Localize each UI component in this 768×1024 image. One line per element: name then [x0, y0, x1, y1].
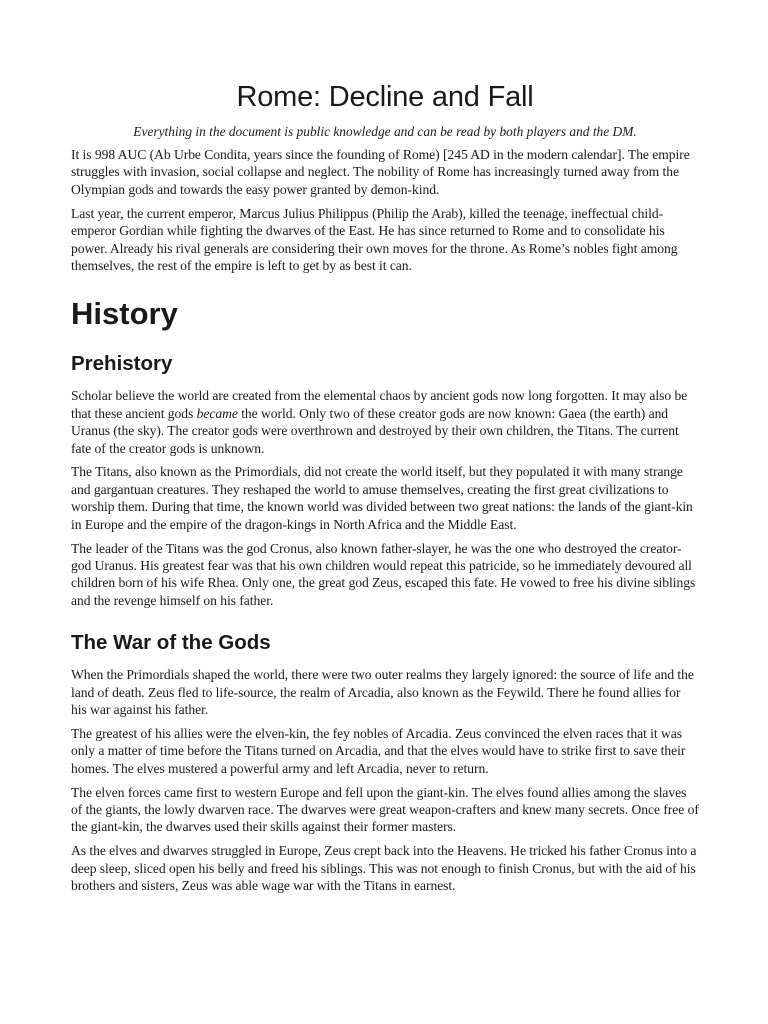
war-paragraph-4: As the elves and dwarves struggled in Europe, Zeus crept back into the Heavens. He tricked his father Cronus into a deep sleep, sliced open his belly and freed his siblings. This was not enough to finish Cronus, but with the aid of his brothers and sisters, Zeus was able wage war with the Titans in earnest. [71, 843, 697, 894]
prehistory-paragraph-1 [71, 387, 699, 457]
prehistory-paragraph-3: The leader of the Titans was the god Cronus, also known father-slayer, he was the one who destroyed the creator-god Uranus. His greatest fear was that his own children would repeat this patricide, so he immediately devoured all children born of his wife Rhea. Only one, the great god Zeus, escaped this fate. He vowed to free his divine siblings and the revenge himself on his father. [71, 540, 696, 608]
history-heading: History [71, 296, 178, 332]
prehistory-p1-text-b: the world. Only two of these creator gods are now known: Gaea (the earth) and Uranus (the sky). The creator gods were overthrown and destroyed by their own children, the Titans. The current fate of the creator gods is unknown. [71, 405, 679, 456]
prehistory-p1-emphasis: became [196, 405, 238, 421]
prehistory-p1-text-a: Scholar believe the world are created from the elemental chaos by ancient gods now long forgotten. It may also be that these ancient gods [71, 388, 688, 421]
prehistory-paragraph-2: The Titans, also known as the Primordials, did not create the world itself, but they populated it with many strange and gargantuan creatures. They reshaped the world to amuse themselves, creating the first great civilizations to worship them. During that time, the known world was divided between two great nations: the lands of the giant-kin in Europe and the empire of the dragon-kings in North Africa and the Middle East. [71, 464, 693, 532]
document-title: Rome: Decline and Fall [236, 81, 534, 113]
war-of-gods-heading: The War of the Gods [71, 631, 271, 655]
intro-paragraph-1: It is 998 AUC (Ab Urbe Condita, years since the founding of Rome) [245 AD in the modern calendar]. The empire struggles with invasion, social collapse and neglect. The nobility of Rome has increasingly turned away from the Olympian gods and towards the easy power granted by demon-kind. [71, 147, 690, 197]
document-subtitle: Everything in the document is public knowledge and can be read by both players and the DM. [133, 124, 637, 139]
war-paragraph-2: The greatest of his allies were the elven-kin, the fey nobles of Arcadia. Zeus convinced the elven races that it was only a matter of time before the Titans turned on Arcadia, and that the elves would have to strike first to save their homes. The elves mustered a powerful army and left Arcadia, never to return. [71, 725, 686, 776]
war-paragraph-1: When the Primordials shaped the world, there were two outer realms they largely ignored: the source of life and the land of death. Zeus fled to life-source, the realm of Arcadia, also known as the Feywild. There he found allies for his war against his father. [71, 667, 694, 718]
document-page [71, 80, 699, 901]
war-paragraph-3: The elven forces came first to western Europe and fell upon the giant-kin. The elves found allies among the slaves of the giants, the lowly dwarven race. The dwarves were great weapon-crafters and knew many secrets. Once free of the giant-kin, the dwarves used their skills against their former masters. [71, 784, 699, 835]
prehistory-heading: Prehistory [71, 352, 173, 376]
intro-paragraph-2: Last year, the current emperor, Marcus Julius Philippus (Philip the Arab), killed the teenage, ineffectual child-emperor Gordian while fighting the dwarves of the East. He has since returned to Rome and to consolidate his power. Already his rival generals are considering their own moves for the throne. As Rome’s nobles fight among themselves, the rest of the empire is left to get by as best it can. [71, 205, 678, 273]
